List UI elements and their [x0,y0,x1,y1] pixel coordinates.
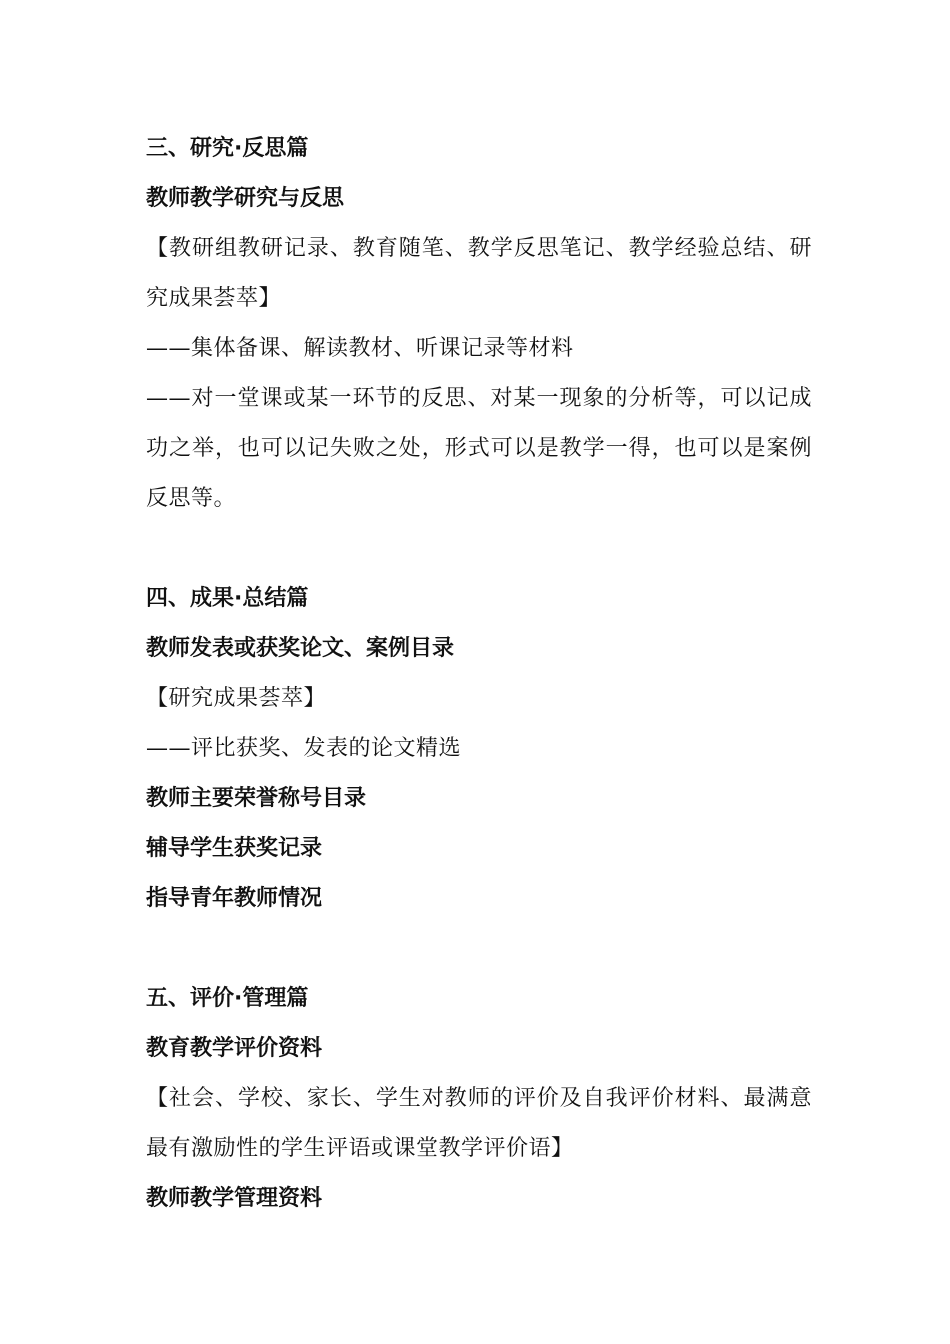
bracket-note: 【社会、学校、家长、学生对教师的评价及自我评价材料、最满意最有激励性的学生评语或课堂教学评价语】 [146,1086,812,1161]
document-content [146,124,812,1224]
section-subheading: 教育教学评价资料 [146,1036,323,1061]
dash-item: ——评比获奖、发表的论文精选 [146,736,462,761]
bracket-note: 【研究成果荟萃】 [146,686,327,711]
dash-item: ——集体备课、解读教材、听课记录等材料 [146,336,574,361]
list-item: 指导青年教师情况 [146,886,323,911]
section-subheading: 教师教学研究与反思 [146,186,345,211]
section-heading: 四、成果·总结篇 [146,586,309,611]
bracket-note: 【教研组教研记录、教育随笔、教学反思笔记、教学经验总结、研究成果荟萃】 [146,236,812,311]
dash-item: ——对一堂课或某一环节的反思、对某一现象的分析等，可以记成功之举，也可以记失败之处，形式可以是教学一得，也可以是案例反思等。 [146,386,812,511]
section-spacer [146,924,812,974]
section-achievement-summary [146,574,812,924]
section-evaluation-management [146,974,812,1224]
list-item: 辅导学生获奖记录 [146,836,323,861]
section-heading: 三、研究·反思篇 [146,136,309,161]
section-research-reflection [146,124,812,524]
section-spacer [146,524,812,574]
section-heading: 五、评价·管理篇 [146,986,309,1011]
section-subheading: 教师发表或获奖论文、案例目录 [146,636,455,661]
list-item: 教师主要荣誉称号目录 [146,786,367,811]
list-item: 教师教学管理资料 [146,1186,323,1211]
